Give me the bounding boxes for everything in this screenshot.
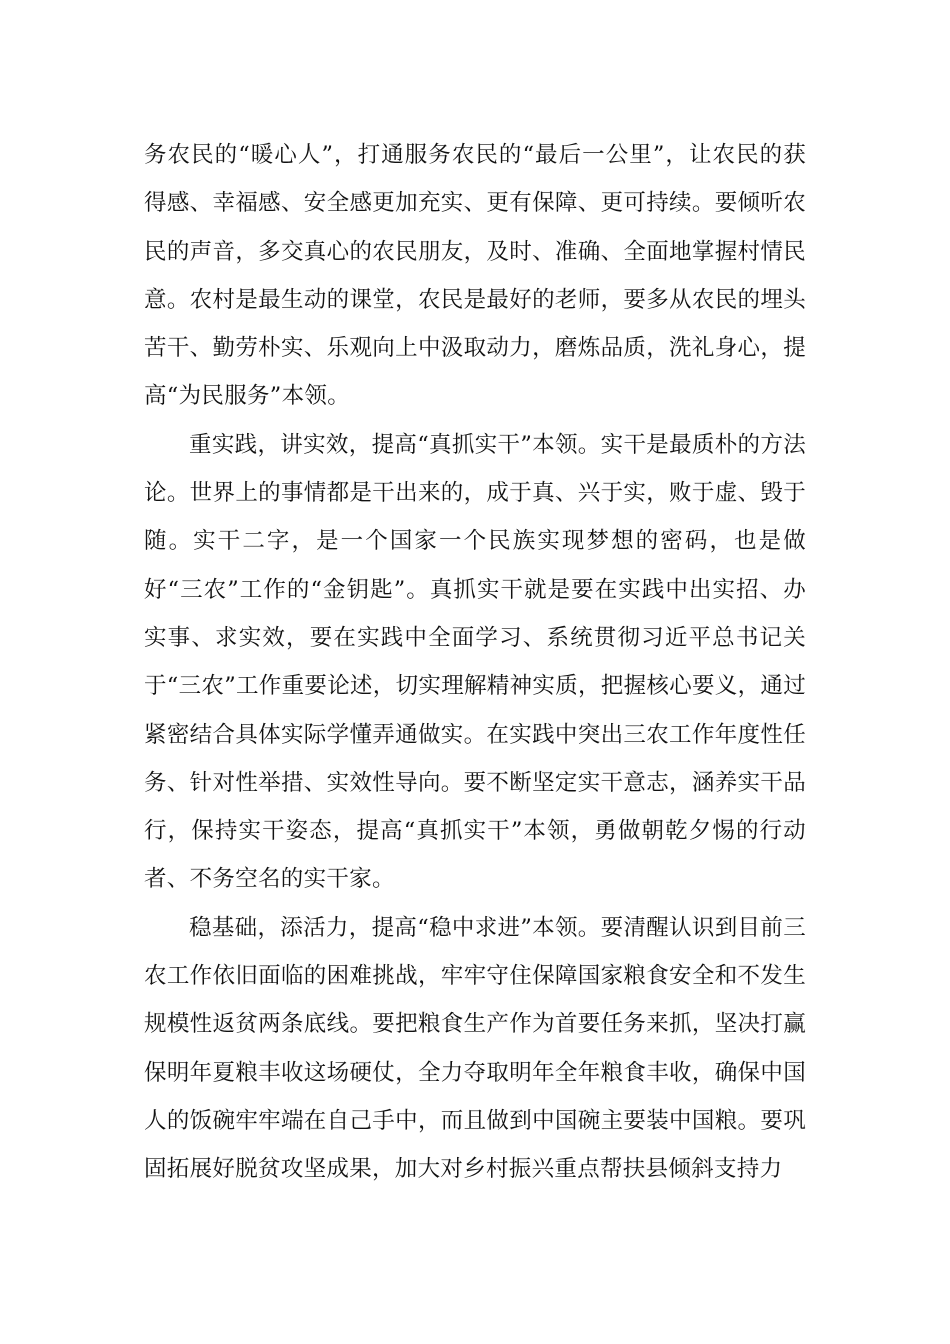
paragraph-stable-progress: 稳基础，添活力，提高“稳中求进”本领。要清醒认识到目前三农工作依旧面临的困难挑战，牢牢守住保障国家粮食安全和不发生规模性返贫两条底线。要把粮食生产作为首要任务来抓，坚决打赢保明年夏粮丰收这场硬仗，全力夺取明年全年粮食丰收，确保中国人的饭碗牢牢端在自己手中，而且做到中国碗主要装中国粮。要巩固拓展好脱贫攻坚成果，加大对乡村振兴重点帮扶县倾斜支持力 [144,914,806,1183]
paragraph-practical-work: 重实践，讲实效，提高“真抓实干”本领。实干是最质朴的方法论。世界上的事情都是干出来的，成于真、兴于实，败于虚、毁于随。实干二字，是一个国家一个民族实现梦想的密码，也是做好“三农”工作的“金钥匙”。真抓实干就是要在实践中出实招、办实事、求实效，要在实践中全面学习、系统贯彻习近平总书记关于“三农”工作重要论述，切实理解精神实质，把握核心要义，通过紧密结合具体实际学懂弄通做实。在实践中突出三农工作年度性任务、针对性举措、实效性导向。要不断坚定实干意志，涵养实干品行，保持实干姿态，提高“真抓实干”本领，勇做朝乾夕惕的行动者、不务空名的实干家。 [144,431,807,893]
document-body [144,131,806,1194]
paragraph-rural-service: 务农民的“暖心人”，打通服务农民的“最后一公里”，让农民的获得感、幸福感、安全感更加充实、更有保障、更可持续。要倾听农民的声音，多交真心的农民朋友，及时、准确、全面地掌握村情民意。农村是最生动的课堂，农民是最好的老师，要多从农民的埋头苦干、勤劳朴实、乐观向上中汲取动力，磨炼品质，洗礼身心，提高“为民服务”本领。 [144,142,806,410]
